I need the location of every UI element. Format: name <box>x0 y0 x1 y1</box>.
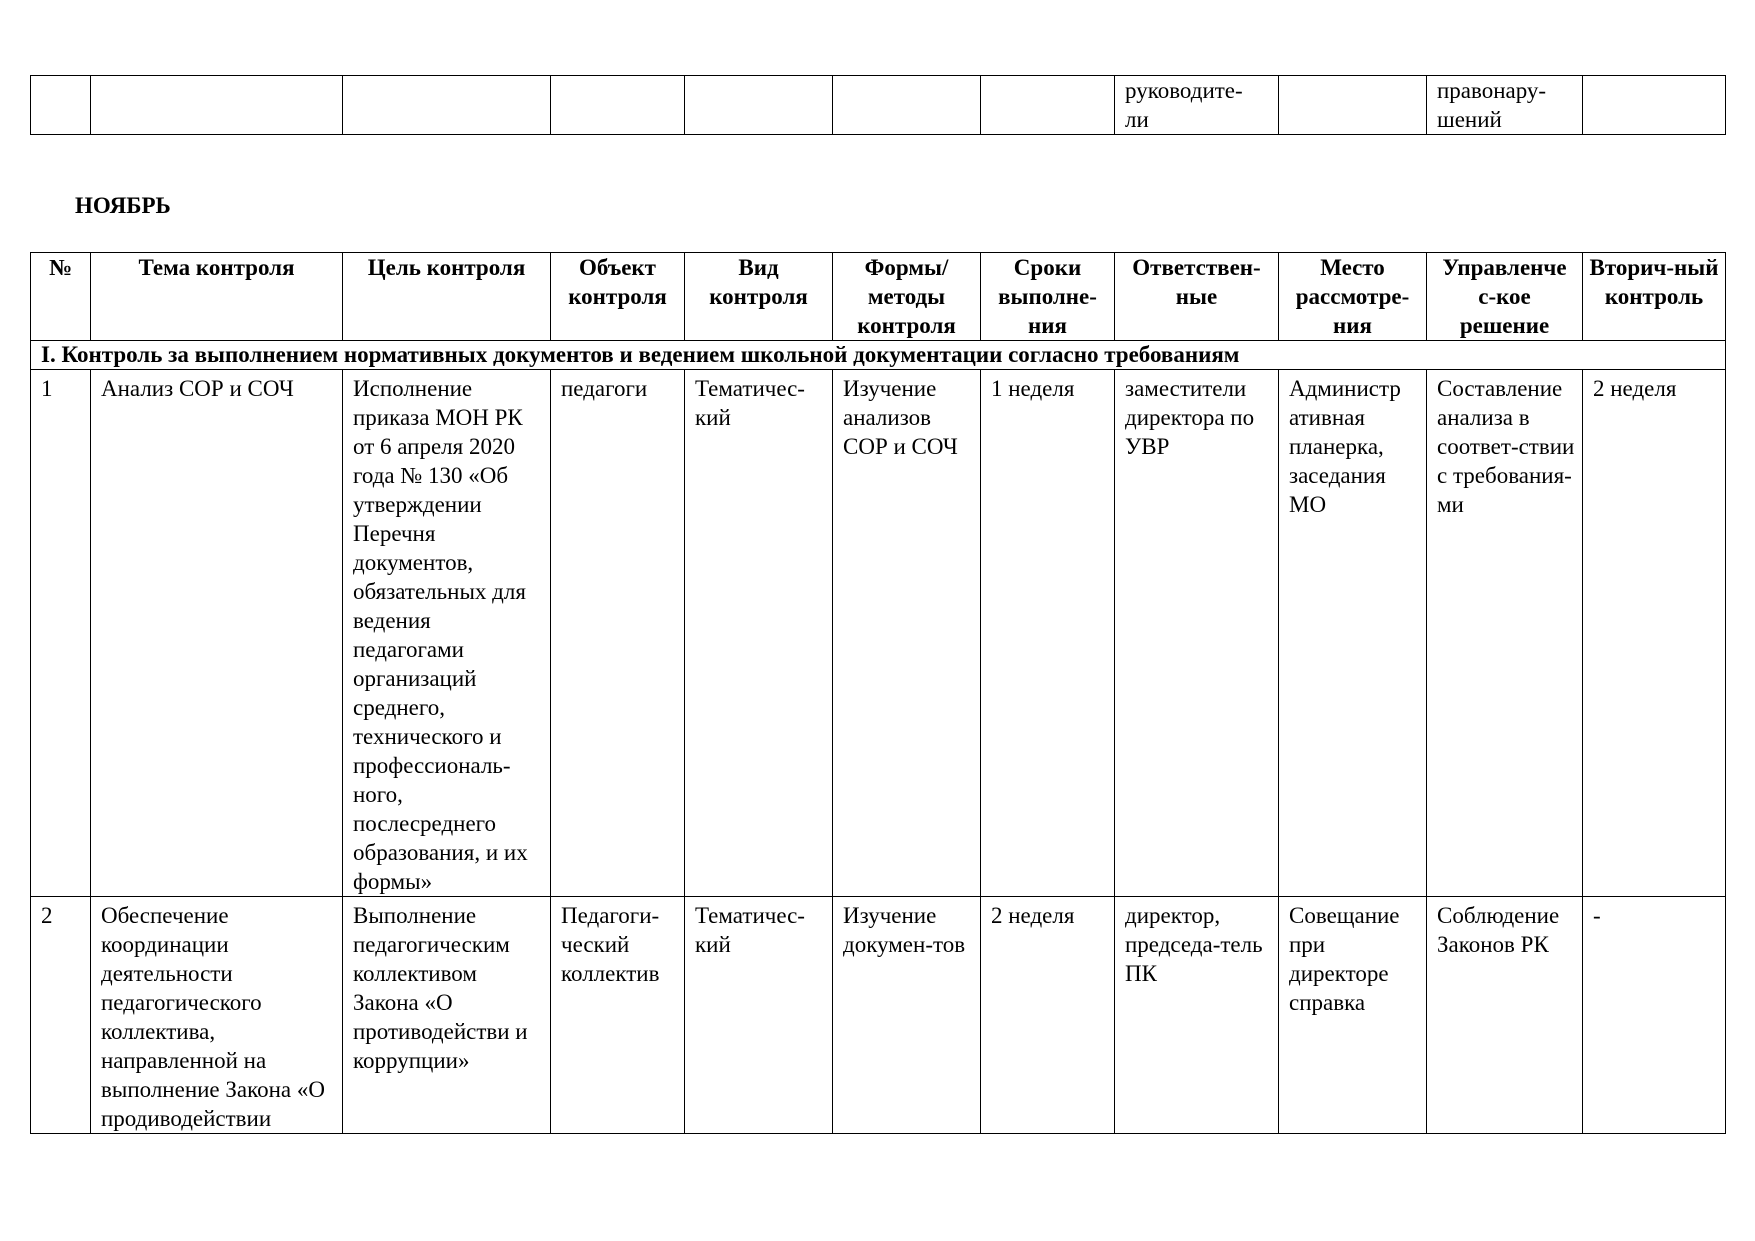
table-cell: педагоги <box>551 370 685 897</box>
table-cell: Тематичес-кий <box>685 370 833 897</box>
table-cell: 2 <box>31 897 91 1134</box>
control-plan-table <box>30 252 1726 1134</box>
table-cell <box>685 76 833 135</box>
column-header-responsible: Ответствен-ные <box>1115 253 1279 341</box>
table-cell <box>343 76 551 135</box>
table-cell: Совещание при директоре справка <box>1279 897 1427 1134</box>
column-header-deadline: Сроки выполне-ния <box>981 253 1115 341</box>
table-cell <box>1583 76 1726 135</box>
table-header-row <box>31 253 1726 341</box>
table-cell: Обеспечение координации деятельности педагогического коллектива, направленной на выполнение Закона «О продиводействии <box>91 897 343 1134</box>
column-header-topic: Тема контроля <box>91 253 343 341</box>
table-cell: директор, председа-тель ПК <box>1115 897 1279 1134</box>
table-cell: Изучение анализов СОР и СОЧ <box>833 370 981 897</box>
section-row <box>31 341 1726 370</box>
table-cell: заместители директора по УВР <box>1115 370 1279 897</box>
table-cell: Тематичес-кий <box>685 897 833 1134</box>
column-header-methods: Формы/ методы контроля <box>833 253 981 341</box>
table-cell: правонару- шений <box>1427 76 1583 135</box>
table-cell: Выполнение педагогическим коллективом Закона «О противодействи и коррупции» <box>343 897 551 1134</box>
section-title: I. Контроль за выполнением нормативных документов и ведением школьной документации согласно требованиям <box>31 341 1726 370</box>
table-cell: Исполнение приказа МОН РК от 6 апреля 2020 года № 130 «Об утверждении Перечня документов, обязательных для ведения педагогами организаций среднего, технического и профессиональ-ного, послесреднего образования, и их формы» <box>343 370 551 897</box>
table-cell: 1 неделя <box>981 370 1115 897</box>
table-cell: 1 <box>31 370 91 897</box>
table-cell <box>981 76 1115 135</box>
table-cell: Педагоги-ческий коллектив <box>551 897 685 1134</box>
table-cell: Составление анализа в соответ-ствии с требования-ми <box>1427 370 1583 897</box>
table-cell: 2 неделя <box>981 897 1115 1134</box>
table-cell: Соблюдение Законов РК <box>1427 897 1583 1134</box>
table-row <box>31 897 1726 1134</box>
table-cell: руководите- ли <box>1115 76 1279 135</box>
table-row <box>31 76 1726 135</box>
month-heading: НОЯБРЬ <box>75 193 171 218</box>
table-cell <box>551 76 685 135</box>
table-cell: Изучение докумен-тов <box>833 897 981 1134</box>
table-cell: Администр ативная планерка, заседания МО <box>1279 370 1427 897</box>
column-header-goal: Цель контроля <box>343 253 551 341</box>
table-cell <box>31 76 91 135</box>
table-row <box>31 370 1726 897</box>
column-header-review-place: Место рассмотре-ния <box>1279 253 1427 341</box>
column-header-secondary-control: Вторич-ный контроль <box>1583 253 1726 341</box>
table-cell <box>833 76 981 135</box>
table-cell: - <box>1583 897 1726 1134</box>
column-header-number: № <box>31 253 91 341</box>
column-header-object: Объект контроля <box>551 253 685 341</box>
table-cell: Анализ СОР и СОЧ <box>91 370 343 897</box>
table-cell: 2 неделя <box>1583 370 1726 897</box>
continued-table <box>30 75 1726 135</box>
column-header-type: Вид контроля <box>685 253 833 341</box>
table-cell <box>1279 76 1427 135</box>
table-cell <box>91 76 343 135</box>
column-header-decision: Управленче с-кое решение <box>1427 253 1583 341</box>
